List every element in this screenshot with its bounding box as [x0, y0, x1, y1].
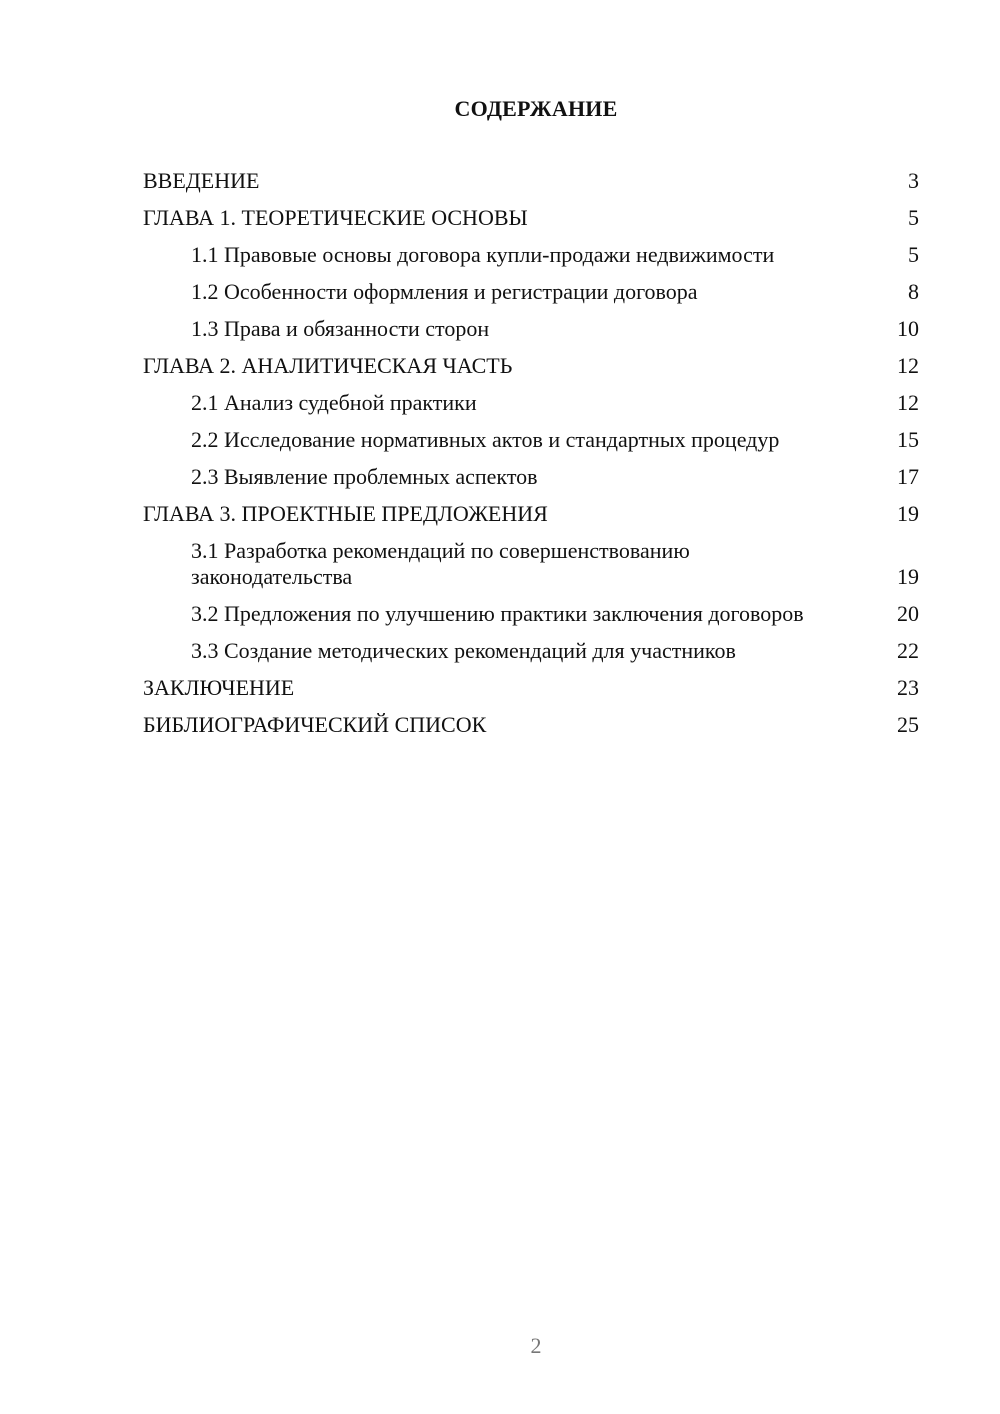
toc-entry-text: ГЛАВА 2. АНАЛИТИЧЕСКАЯ ЧАСТЬ	[143, 353, 513, 378]
toc-entry-text: ВВЕДЕНИЕ	[143, 168, 260, 193]
toc-entry-page: 5	[908, 242, 919, 267]
toc-entry	[143, 675, 919, 701]
toc-entry-page: 5	[908, 205, 919, 230]
toc-entry	[143, 168, 919, 194]
toc-entry	[143, 427, 919, 453]
toc-entry	[143, 501, 919, 527]
toc-entry-page: 15	[897, 427, 919, 452]
toc-entry	[143, 464, 919, 490]
toc-title: СОДЕРЖАНИЕ	[454, 96, 618, 121]
toc-entry-page: 3	[908, 168, 919, 193]
table-of-contents	[143, 168, 919, 749]
toc-entry	[143, 205, 919, 231]
toc-entry	[143, 390, 919, 416]
toc-entry-page: 23	[897, 675, 919, 700]
toc-entry-text: ГЛАВА 3. ПРОЕКТНЫЕ ПРЕДЛОЖЕНИЯ	[143, 501, 548, 526]
toc-entry-page: 22	[897, 638, 919, 663]
toc-entry	[143, 316, 919, 342]
toc-entry-page: 12	[897, 390, 919, 415]
toc-entry-text: 1.1 Правовые основы договора купли-продажи недвижимости	[191, 242, 775, 267]
toc-entry	[143, 638, 919, 664]
toc-entry-text: 2.1 Анализ судебной практики	[191, 390, 477, 415]
toc-entry-page: 25	[897, 712, 919, 737]
toc-entry	[143, 279, 919, 305]
toc-entry-text: 3.2 Предложения по улучшению практики заключения договоров	[191, 601, 804, 626]
toc-entry-text: 2.3 Выявление проблемных аспектов	[191, 464, 538, 489]
toc-entry-page: 17	[897, 464, 919, 489]
toc-entry-text: 1.3 Права и обязанности сторон	[191, 316, 490, 341]
toc-entry	[143, 242, 919, 268]
toc-entry-page: 19	[897, 501, 919, 526]
page-number: 2	[530, 1333, 542, 1358]
toc-entry-page: 10	[897, 316, 919, 341]
toc-entry-page: 8	[908, 279, 919, 304]
toc-entry-text: 3.1 Разработка рекомендаций по совершенствованию законодательства	[191, 538, 690, 589]
toc-entry-text: БИБЛИОГРАФИЧЕСКИЙ СПИСОК	[143, 712, 487, 737]
toc-entry-text: 1.2 Особенности оформления и регистрации договора	[191, 279, 698, 304]
toc-entry-page: 12	[897, 353, 919, 378]
toc-entry-page: 19	[897, 564, 919, 589]
toc-entry-text: 3.3 Создание методических рекомендаций для участников	[191, 638, 736, 663]
toc-entry-text: 2.2 Исследование нормативных актов и стандартных процедур	[191, 427, 780, 452]
toc-entry	[143, 538, 919, 590]
toc-entry-page: 20	[897, 601, 919, 626]
toc-entry-text: ГЛАВА 1. ТЕОРЕТИЧЕСКИЕ ОСНОВЫ	[143, 205, 528, 230]
toc-entry	[143, 712, 919, 738]
toc-entry-text: ЗАКЛЮЧЕНИЕ	[143, 675, 295, 700]
toc-entry	[143, 601, 919, 627]
toc-entry	[143, 353, 919, 379]
